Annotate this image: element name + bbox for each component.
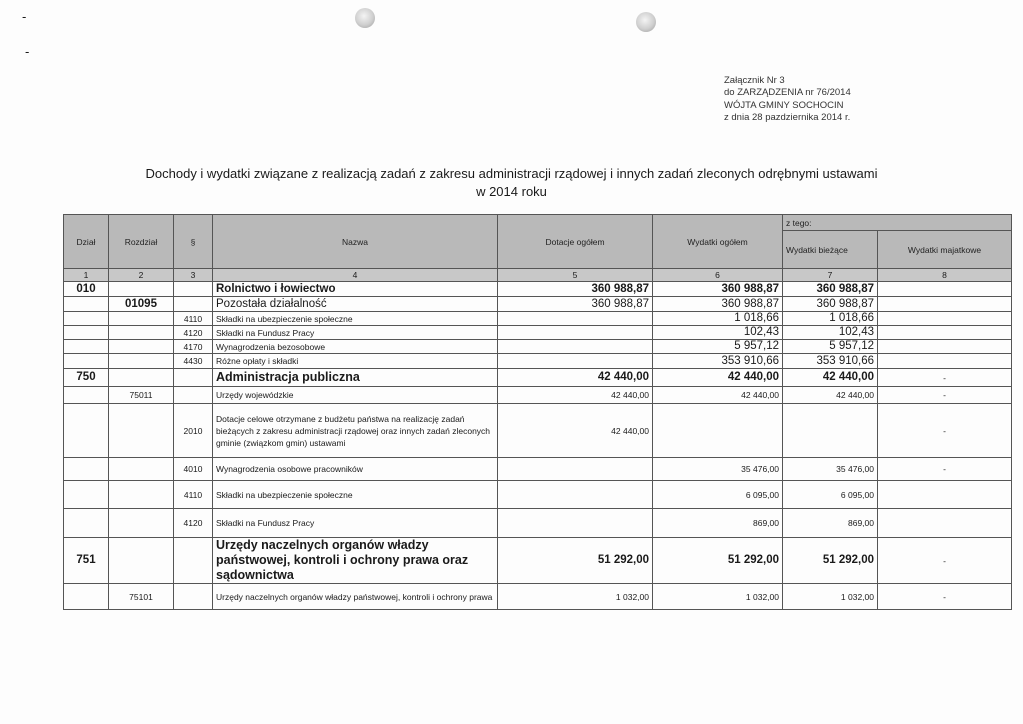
cell-rozdzial — [109, 481, 174, 509]
cell-biezace: 35 476,00 — [783, 458, 878, 481]
cell-wydatki: 42 440,00 — [653, 369, 783, 387]
cell-wydatki: 35 476,00 — [653, 458, 783, 481]
cell-paragraf: 4110 — [174, 481, 213, 509]
header-majatkowe: Wydatki majatkowe — [878, 231, 1012, 269]
cell-biezace: 42 440,00 — [783, 387, 878, 404]
cell-rozdzial — [109, 282, 174, 297]
cell-majatkowe: - — [878, 404, 1012, 458]
cell-rozdzial — [109, 369, 174, 387]
cell-dzial — [64, 354, 109, 369]
cell-majatkowe — [878, 312, 1012, 326]
cell-wydatki — [653, 404, 783, 458]
table-row — [64, 387, 1012, 404]
cell-biezace — [783, 404, 878, 458]
cell-dzial — [64, 404, 109, 458]
cell-paragraf — [174, 538, 213, 584]
cell-wydatki: 360 988,87 — [653, 282, 783, 297]
header-biezace: Wydatki bieżące — [783, 231, 878, 269]
cell-wydatki: 102,43 — [653, 326, 783, 340]
table-row — [64, 458, 1012, 481]
column-number: 7 — [783, 269, 878, 282]
cell-majatkowe: - — [878, 387, 1012, 404]
cell-biezace: 1 018,66 — [783, 312, 878, 326]
table-row — [64, 404, 1012, 458]
cell-paragraf: 2010 — [174, 404, 213, 458]
cell-dzial: 751 — [64, 538, 109, 584]
column-number: 4 — [213, 269, 498, 282]
cell-nazwa: Urzędy wojewódzkie — [213, 387, 498, 404]
header-z-tego: z tego: — [783, 215, 1012, 231]
header-dzial: Dział — [64, 215, 109, 269]
cell-paragraf: 4110 — [174, 312, 213, 326]
cell-nazwa: Składki na ubezpieczenie społeczne — [213, 481, 498, 509]
title-line: w 2014 roku — [476, 184, 547, 199]
cell-biezace: 869,00 — [783, 509, 878, 538]
cell-dotacje — [498, 481, 653, 509]
column-number: 3 — [174, 269, 213, 282]
cell-rozdzial — [109, 326, 174, 340]
cell-dzial — [64, 458, 109, 481]
cell-biezace: 102,43 — [783, 326, 878, 340]
cell-dotacje — [498, 312, 653, 326]
cell-rozdzial — [109, 340, 174, 354]
cell-biezace: 42 440,00 — [783, 369, 878, 387]
header-nazwa: Nazwa — [213, 215, 498, 269]
cell-dotacje: 360 988,87 — [498, 297, 653, 312]
table-row — [64, 509, 1012, 538]
cell-majatkowe — [878, 481, 1012, 509]
header-wydatki: Wydatki ogółem — [653, 215, 783, 269]
cell-dotacje — [498, 458, 653, 481]
cell-dotacje: 1 032,00 — [498, 584, 653, 610]
attachment-note — [724, 75, 851, 124]
cell-majatkowe — [878, 297, 1012, 312]
cell-dzial: 750 — [64, 369, 109, 387]
cell-rozdzial: 75101 — [109, 584, 174, 610]
column-number: 6 — [653, 269, 783, 282]
table-row — [64, 340, 1012, 354]
cell-nazwa: Składki na ubezpieczenie społeczne — [213, 312, 498, 326]
cell-biezace: 51 292,00 — [783, 538, 878, 584]
cell-rozdzial: 75011 — [109, 387, 174, 404]
cell-paragraf: 4120 — [174, 509, 213, 538]
cell-majatkowe — [878, 509, 1012, 538]
cell-biezace: 5 957,12 — [783, 340, 878, 354]
punch-hole-left-icon — [355, 8, 375, 28]
cell-wydatki: 6 095,00 — [653, 481, 783, 509]
cell-nazwa: Składki na Fundusz Pracy — [213, 326, 498, 340]
attachment-line: WÓJTA GMINY SOCHOCIN — [724, 99, 844, 111]
cell-majatkowe — [878, 326, 1012, 340]
cell-nazwa: Wynagrodzenia bezosobowe — [213, 340, 498, 354]
cell-dzial — [64, 481, 109, 509]
header-rozdzial: Rozdział — [109, 215, 174, 269]
cell-rozdzial — [109, 509, 174, 538]
cell-rozdzial: 01095 — [109, 297, 174, 312]
attachment-line: z dnia 28 pazdziernika 2014 r. — [724, 111, 851, 123]
cell-nazwa: Administracja publiczna — [213, 369, 498, 387]
cell-majatkowe: - — [878, 584, 1012, 610]
cell-dzial — [64, 326, 109, 340]
cell-nazwa: Wynagrodzenia osobowe pracowników — [213, 458, 498, 481]
cell-rozdzial — [109, 458, 174, 481]
cell-dzial: 010 — [64, 282, 109, 297]
column-number: 8 — [878, 269, 1012, 282]
table-row — [64, 326, 1012, 340]
header-dotacje: Dotacje ogółem — [498, 215, 653, 269]
margin-mark: - — [25, 44, 30, 59]
cell-paragraf — [174, 297, 213, 312]
cell-dzial — [64, 584, 109, 610]
cell-rozdzial — [109, 538, 174, 584]
table-row — [64, 584, 1012, 610]
title-line: Dochody i wydatki związane z realizacją zadań z zakresu administracji rządowej i innych zadań zleconych odrębnymi ustawami — [145, 166, 878, 181]
cell-wydatki: 51 292,00 — [653, 538, 783, 584]
cell-wydatki: 353 910,66 — [653, 354, 783, 369]
cell-dotacje — [498, 326, 653, 340]
cell-majatkowe — [878, 282, 1012, 297]
cell-rozdzial — [109, 312, 174, 326]
cell-dotacje — [498, 509, 653, 538]
cell-paragraf: 4010 — [174, 458, 213, 481]
cell-majatkowe: - — [878, 369, 1012, 387]
column-number: 1 — [64, 269, 109, 282]
cell-nazwa: Urzędy naczelnych organów władzy państwowej, kontroli i ochrony prawa oraz sądownictwa — [213, 538, 498, 584]
column-number: 5 — [498, 269, 653, 282]
cell-dzial — [64, 509, 109, 538]
cell-nazwa: Składki na Fundusz Pracy — [213, 509, 498, 538]
cell-nazwa: Różne opłaty i składki — [213, 354, 498, 369]
attachment-line: do ZARZĄDZENIA nr 76/2014 — [724, 87, 851, 99]
margin-mark: - — [22, 9, 27, 24]
cell-wydatki: 869,00 — [653, 509, 783, 538]
table-row — [64, 369, 1012, 387]
table-row — [64, 282, 1012, 297]
cell-wydatki: 1 018,66 — [653, 312, 783, 326]
cell-paragraf — [174, 369, 213, 387]
cell-rozdzial — [109, 354, 174, 369]
cell-majatkowe — [878, 340, 1012, 354]
cell-dzial — [64, 297, 109, 312]
cell-paragraf — [174, 282, 213, 297]
budget-table — [63, 214, 1012, 610]
cell-wydatki: 360 988,87 — [653, 297, 783, 312]
cell-nazwa: Dotacje celowe otrzymane z budżetu państwa na realizację zadań bieżących z zakresu administracji rządowej oraz innych zadań zleconych gminie (związkom gmin) ustawami — [213, 404, 498, 458]
table-row — [64, 538, 1012, 584]
cell-dotacje: 360 988,87 — [498, 282, 653, 297]
table-row — [64, 297, 1012, 312]
cell-dzial — [64, 387, 109, 404]
cell-dzial — [64, 312, 109, 326]
cell-wydatki: 1 032,00 — [653, 584, 783, 610]
cell-paragraf — [174, 387, 213, 404]
attachment-line: Załącznik Nr 3 — [724, 75, 785, 86]
cell-wydatki: 42 440,00 — [653, 387, 783, 404]
document-title — [60, 165, 963, 201]
table-row — [64, 312, 1012, 326]
cell-biezace: 360 988,87 — [783, 282, 878, 297]
column-number: 2 — [109, 269, 174, 282]
cell-dzial — [64, 340, 109, 354]
cell-majatkowe: - — [878, 538, 1012, 584]
cell-dotacje: 42 440,00 — [498, 369, 653, 387]
cell-nazwa: Pozostała działalność — [213, 297, 498, 312]
cell-rozdzial — [109, 404, 174, 458]
cell-paragraf: 4170 — [174, 340, 213, 354]
cell-nazwa: Urzędy naczelnych organów władzy państwowej, kontroli i ochrony prawa — [213, 584, 498, 610]
punch-hole-right-icon — [636, 12, 656, 32]
cell-dotacje — [498, 354, 653, 369]
cell-dotacje: 42 440,00 — [498, 404, 653, 458]
cell-majatkowe — [878, 354, 1012, 369]
table-row — [64, 481, 1012, 509]
cell-biezace: 360 988,87 — [783, 297, 878, 312]
table-row — [64, 354, 1012, 369]
cell-dotacje: 42 440,00 — [498, 387, 653, 404]
cell-dotacje — [498, 340, 653, 354]
header-paragraf: § — [174, 215, 213, 269]
cell-biezace: 353 910,66 — [783, 354, 878, 369]
cell-nazwa: Rolnictwo i łowiectwo — [213, 282, 498, 297]
cell-paragraf: 4430 — [174, 354, 213, 369]
cell-dotacje: 51 292,00 — [498, 538, 653, 584]
cell-biezace: 1 032,00 — [783, 584, 878, 610]
cell-majatkowe: - — [878, 458, 1012, 481]
cell-paragraf: 4120 — [174, 326, 213, 340]
cell-paragraf — [174, 584, 213, 610]
cell-wydatki: 5 957,12 — [653, 340, 783, 354]
cell-biezace: 6 095,00 — [783, 481, 878, 509]
